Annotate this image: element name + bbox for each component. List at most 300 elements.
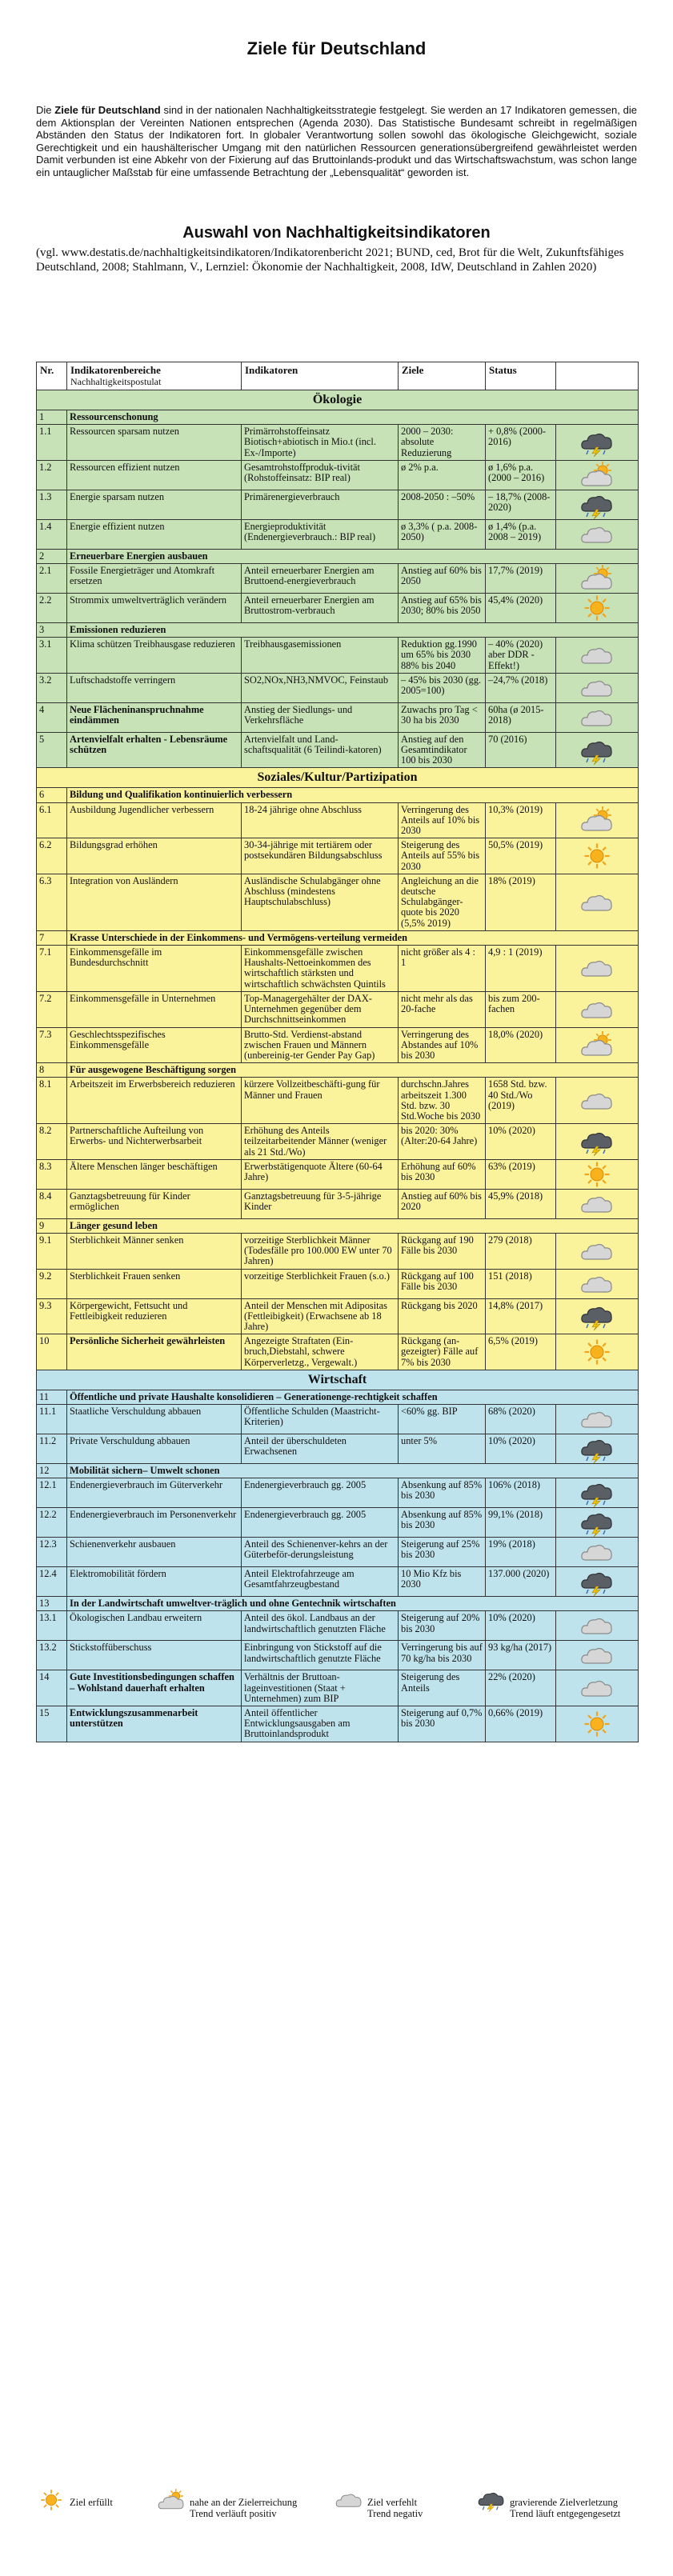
category-label: Erneuerbare Energien ausbauen	[67, 549, 639, 563]
row-weather	[556, 1641, 639, 1670]
row-weather	[556, 1670, 639, 1706]
table-row	[37, 1027, 639, 1063]
row-nr: 12.1	[37, 1478, 67, 1508]
table-row	[37, 838, 639, 874]
row-bereich: Klima schützen Treibhausgase reduzieren	[67, 638, 242, 674]
category-row	[37, 1390, 639, 1404]
row-weather	[556, 1538, 639, 1567]
table-row	[37, 638, 639, 674]
row-ziel: ø 3,3% ( p.a. 2008-2050)	[399, 519, 486, 549]
row-bereich: Ökologischen Landbau erweitern	[67, 1611, 242, 1641]
row-weather	[556, 1404, 639, 1434]
row-indikator: Erhöhung des Anteils teilzeitarbeitender Männer (weniger als 21 Std./Wo)	[242, 1124, 399, 1160]
row-status: – 40% (2020) aber DDR -Effekt!)	[486, 638, 556, 674]
row-weather	[556, 564, 639, 594]
row-nr: 15	[37, 1706, 67, 1742]
row-ziel: Angleichung an die deutsche Schulabgänger-quote bis 2020 (5,5% 2019)	[399, 874, 486, 930]
category-nr: 1	[37, 410, 67, 425]
row-bereich: Einkommensgefälle in Unternehmen	[67, 991, 242, 1027]
table-row	[37, 1641, 639, 1670]
row-weather	[556, 638, 639, 674]
row-weather	[556, 425, 639, 461]
legend-label: Ziel verfehlt Trend negativ	[367, 2497, 423, 2519]
thunderstorm-icon	[579, 1302, 615, 1330]
row-ziel: Reduktion gg.1990 um 65% bis 2030 88% bis 2040	[399, 638, 486, 674]
row-weather	[556, 673, 639, 702]
row-bereich: Bildungsgrad erhöhen	[67, 838, 242, 874]
row-indikator: Primärenergieverbrauch	[242, 490, 399, 519]
row-status: 93 kg/ha (2017)	[486, 1641, 556, 1670]
row-status: 18% (2019)	[486, 874, 556, 930]
section-row	[37, 1370, 639, 1390]
row-nr: 1.1	[37, 425, 67, 461]
row-indikator: Ganztagsbetreuung für 3-5-jährige Kinder	[242, 1189, 399, 1218]
row-nr: 5	[37, 732, 67, 768]
partly-cloudy-icon	[579, 461, 615, 490]
row-nr: 14	[37, 1670, 67, 1706]
sun-icon	[579, 842, 615, 870]
row-bereich: Energie effizient nutzen	[67, 519, 242, 549]
table-row	[37, 1189, 639, 1218]
section-title: Soziales/Kultur/Partizipation	[37, 768, 639, 788]
sources-note: (vgl. www.destatis.de/nachhaltigkeitsindikatoren/Indikatorenbericht 2021; BUND, ced, Brot für die Welt, Zukunftsfähiges Deutschland, 2008; Stahlmann, V., Lernziel: Ökonomie der Nachhaltigkeit, 2008, IdW, Deutschland in Zahlen 2020)	[36, 246, 624, 274]
row-bereich: Luftschadstoffe verringern	[67, 673, 242, 702]
partly-cloudy-icon	[579, 564, 615, 593]
row-weather	[556, 1611, 639, 1641]
row-bereich: Fossile Energieträger und Atomkraft ersetzen	[67, 564, 242, 594]
row-weather	[556, 460, 639, 490]
category-label: Bildung und Qualifikation kontinuierlich verbessern	[67, 788, 639, 802]
row-ziel: Rückgang bis 2020	[399, 1298, 486, 1334]
row-ziel: Verringerung des Anteils auf 10% bis 2030	[399, 802, 486, 838]
row-indikator: Artenvielfalt und Land-schaftsqualität (6 Teilindi-katoren)	[242, 732, 399, 768]
row-bereich: Gute Investitionsbedingungen schaffen – Wohlstand dauerhaft erhalten	[67, 1670, 242, 1706]
table-row	[37, 1478, 639, 1508]
table-row	[37, 1404, 639, 1434]
row-weather	[556, 1478, 639, 1508]
row-status: 10% (2020)	[486, 1611, 556, 1641]
row-weather	[556, 1706, 639, 1742]
row-ziel: Rückgang (an-gezeigter) Fälle auf 7% bis 2030	[399, 1334, 486, 1370]
cloud-icon	[579, 1538, 615, 1566]
category-row	[37, 930, 639, 945]
category-label: Ressourcenschonung	[67, 410, 639, 425]
category-nr: 8	[37, 1063, 67, 1078]
row-indikator: Anteil der überschuldeten Erwachsenen	[242, 1434, 399, 1463]
row-weather	[556, 946, 639, 992]
row-nr: 9.2	[37, 1269, 67, 1298]
row-status: ø 1,4% (p.a. 2008 – 2019)	[486, 519, 556, 549]
cloud-icon	[579, 1405, 615, 1434]
section-title: Ökologie	[37, 390, 639, 410]
category-nr: 2	[37, 549, 67, 563]
row-indikator: Einbringung von Stickstoff auf die landwirtschaftlich genutzte Fläche	[242, 1641, 399, 1670]
row-bereich: Körpergewicht, Fettsucht und Fettleibigkeit reduzieren	[67, 1298, 242, 1334]
table-row	[37, 1508, 639, 1538]
row-nr: 2.1	[37, 564, 67, 594]
table-row	[37, 490, 639, 519]
row-bereich: Ganztagsbetreuung für Kinder ermöglichen	[67, 1189, 242, 1218]
row-weather	[556, 991, 639, 1027]
row-indikator: Endenergieverbrauch gg. 2005	[242, 1478, 399, 1508]
row-bereich: Ausbildung Jugendlicher verbessern	[67, 802, 242, 838]
category-label: Mobilität sichern– Umwelt schonen	[67, 1463, 639, 1478]
row-status: 50,5% (2019)	[486, 838, 556, 874]
row-nr: 3.1	[37, 638, 67, 674]
category-row	[37, 1063, 639, 1078]
row-indikator: Anteil erneuerbarer Energien am Bruttostrom-verbrauch	[242, 594, 399, 623]
cloud-icon	[579, 1237, 615, 1266]
thunderstorm-icon	[579, 490, 615, 519]
row-indikator: Verhältnis der Bruttoan-lageinvestitionen (Staat + Unternehmen) zum BIP	[242, 1670, 399, 1706]
row-status: 60ha (ø 2015-2018)	[486, 702, 556, 732]
cloud-icon	[334, 2488, 364, 2512]
row-status: 4,9 : 1 (2019)	[486, 946, 556, 992]
category-label: Für ausgewogene Beschäftigung sorgen	[67, 1063, 639, 1078]
table-row	[37, 874, 639, 930]
row-nr: 12.2	[37, 1508, 67, 1538]
row-bereich: Ältere Menschen länger beschäftigen	[67, 1159, 242, 1189]
row-indikator: kürzere Vollzeitbeschäfti-gung für Männer und Frauen	[242, 1078, 399, 1124]
row-bereich: Persönliche Sicherheit gewährleisten	[67, 1334, 242, 1370]
col-header-indikatoren: Indikatoren	[242, 362, 399, 390]
row-nr: 12.4	[37, 1567, 67, 1597]
row-weather	[556, 1027, 639, 1063]
row-bereich: Endenergieverbrauch im Personenverkehr	[67, 1508, 242, 1538]
row-weather	[556, 1269, 639, 1298]
row-indikator: Primärrohstoffeinsatz Biotisch+abiotisch in Mio.t (incl. Ex-/Importe)	[242, 425, 399, 461]
row-weather	[556, 1334, 639, 1370]
legend-label: nahe an der Zielerreichung Trend verläuft positiv	[190, 2497, 298, 2519]
row-bereich: Ressourcen sparsam nutzen	[67, 425, 242, 461]
row-status: 45,9% (2018)	[486, 1189, 556, 1218]
sun-icon	[36, 2488, 66, 2512]
row-bereich: Energie sparsam nutzen	[67, 490, 242, 519]
row-nr: 7.3	[37, 1027, 67, 1063]
row-indikator: 30-34-jährige mit tertiärem oder postsekundären Bildungsabschluss	[242, 838, 399, 874]
row-bereich: Stickstoffüberschuss	[67, 1641, 242, 1670]
row-bereich: Artenvielfalt erhalten - Lebensräume schützen	[67, 732, 242, 768]
row-status: 137.000 (2020)	[486, 1567, 556, 1597]
row-ziel: Anstieg auf 60% bis 2050	[399, 564, 486, 594]
row-indikator: Einkommensgefälle zwischen Haushalts-Nettoeinkommen des wirtschaftlich stärksten und wirtschaftlich schwächsten Quintils	[242, 946, 399, 992]
thunderstorm-icon	[579, 1127, 615, 1156]
intro-emphasis: Ziele für Deutschland	[54, 104, 161, 116]
table-row	[37, 564, 639, 594]
row-bereich: Ressourcen effizient nutzen	[67, 460, 242, 490]
section-heading: Auswahl von Nachhaltigkeitsindikatoren	[182, 223, 491, 242]
row-indikator: Anteil der Menschen mit Adipositas (Fettleibigkeit) (Erwachsene ab 18 Jahre)	[242, 1298, 399, 1334]
row-status: 99,1% (2018)	[486, 1508, 556, 1538]
status-legend	[36, 2488, 638, 2536]
row-status: 18,0% (2020)	[486, 1027, 556, 1063]
row-nr: 12.3	[37, 1538, 67, 1567]
table-row	[37, 673, 639, 702]
row-weather	[556, 1434, 639, 1463]
row-ziel: Verringerung des Abstandes auf 10% bis 2030	[399, 1027, 486, 1063]
category-nr: 9	[37, 1218, 67, 1233]
category-nr: 12	[37, 1463, 67, 1478]
row-nr: 13.2	[37, 1641, 67, 1670]
category-row	[37, 1463, 639, 1478]
category-row	[37, 1218, 639, 1233]
row-nr: 4	[37, 702, 67, 732]
cloud-icon	[579, 703, 615, 732]
cloud-icon	[579, 1270, 615, 1298]
row-indikator: 18-24 jährige ohne Abschluss	[242, 802, 399, 838]
partly-cloudy-icon	[156, 2488, 186, 2512]
category-nr: 13	[37, 1597, 67, 1611]
row-status: 22% (2020)	[486, 1670, 556, 1706]
indicator-table	[36, 362, 639, 1742]
row-bereich: Sterblichkeit Männer senken	[67, 1233, 242, 1269]
row-weather	[556, 1124, 639, 1160]
table-row	[37, 732, 639, 768]
table-row	[37, 1298, 639, 1334]
row-ziel: Absenkung auf 85% bis 2030	[399, 1508, 486, 1538]
row-ziel: – 45% bis 2030 (gg. 2005=100)	[399, 673, 486, 702]
row-nr: 8.1	[37, 1078, 67, 1124]
row-status: –24,7% (2018)	[486, 673, 556, 702]
row-status: 106% (2018)	[486, 1478, 556, 1508]
row-bereich: Sterblichkeit Frauen senken	[67, 1269, 242, 1298]
row-status: 63% (2019)	[486, 1159, 556, 1189]
row-weather	[556, 1159, 639, 1189]
row-indikator: Endenergieverbrauch gg. 2005	[242, 1508, 399, 1538]
category-label: Länger gesund leben	[67, 1218, 639, 1233]
row-weather	[556, 802, 639, 838]
col-header-status: Status	[486, 362, 556, 390]
table-row	[37, 425, 639, 461]
row-ziel: Steigerung auf 25% bis 2030	[399, 1538, 486, 1567]
row-ziel: Steigerung des Anteils	[399, 1670, 486, 1706]
row-weather	[556, 874, 639, 930]
row-indikator: vorzeitige Sterblichkeit Frauen (s.o.)	[242, 1269, 399, 1298]
sun-icon	[579, 1338, 615, 1366]
table-row	[37, 946, 639, 992]
row-status: 0,66% (2019)	[486, 1706, 556, 1742]
col-header-bereich: Indikatorenbereiche Nachhaltigkeitspostulat	[67, 362, 242, 390]
row-weather	[556, 732, 639, 768]
row-bereich: Private Verschuldung abbauen	[67, 1434, 242, 1463]
row-nr: 6.3	[37, 874, 67, 930]
table-row	[37, 1078, 639, 1124]
row-indikator: Gesamtrohstoffproduk-tivität (Rohstoffeinsatz: BIP real)	[242, 460, 399, 490]
row-indikator: Anteil des ökol. Landbaus an der landwirtschaftlich genutzten Fläche	[242, 1611, 399, 1641]
thunderstorm-icon	[476, 2488, 507, 2512]
category-nr: 6	[37, 788, 67, 802]
row-weather	[556, 1233, 639, 1269]
category-row	[37, 788, 639, 802]
table-row	[37, 1159, 639, 1189]
row-indikator: Anteil Elektrofahrzeuge am Gesamtfahrzeugbestand	[242, 1567, 399, 1597]
row-status: 10% (2020)	[486, 1434, 556, 1463]
thunderstorm-icon	[579, 1508, 615, 1537]
row-indikator: Anteil erneuerbarer Energien am Bruttoend-energieverbrauch	[242, 564, 399, 594]
thunderstorm-icon	[579, 1478, 615, 1507]
table-row	[37, 1233, 639, 1269]
category-label: Krasse Unterschiede in der Einkommens- und Vermögens-verteilung vermeiden	[67, 930, 639, 945]
row-ziel: nicht mehr als das 20-fache	[399, 991, 486, 1027]
row-nr: 11.1	[37, 1404, 67, 1434]
row-ziel: Rückgang auf 100 Fälle bis 2030	[399, 1269, 486, 1298]
category-nr: 7	[37, 930, 67, 945]
row-nr: 8.2	[37, 1124, 67, 1160]
category-nr: 3	[37, 623, 67, 638]
legend-label: gravierende Zielverletzung Trend läuft entgegengesetzt	[510, 2497, 621, 2519]
row-weather	[556, 1508, 639, 1538]
row-ziel: Anstieg auf den Gesamtindikator 100 bis 2030	[399, 732, 486, 768]
row-nr: 9.1	[37, 1233, 67, 1269]
row-status: 14,8% (2017)	[486, 1298, 556, 1334]
row-bereich: Neue Flächeninanspruchnahme eindämmen	[67, 702, 242, 732]
table-row	[37, 1124, 639, 1160]
row-status: 279 (2018)	[486, 1233, 556, 1269]
row-ziel: 10 Mio Kfz bis 2030	[399, 1567, 486, 1597]
row-nr: 8.3	[37, 1159, 67, 1189]
cloud-icon	[579, 954, 615, 982]
row-weather	[556, 1189, 639, 1218]
row-nr: 11.2	[37, 1434, 67, 1463]
table-row	[37, 1538, 639, 1567]
row-bereich: Partnerschaftliche Aufteilung von Erwerbs- und Nichterwerbsarbeit	[67, 1124, 242, 1160]
row-bereich: Entwicklungszusammenarbeit unterstützen	[67, 1706, 242, 1742]
table-row	[37, 1334, 639, 1370]
row-bereich: Schienenverkehr ausbauen	[67, 1538, 242, 1567]
sun-icon	[579, 1160, 615, 1189]
row-status: 70 (2016)	[486, 732, 556, 768]
table-row	[37, 802, 639, 838]
row-ziel: nicht größer als 4 : 1	[399, 946, 486, 992]
row-nr: 6.1	[37, 802, 67, 838]
table-row	[37, 1611, 639, 1641]
table-row	[37, 1434, 639, 1463]
category-label: Öffentliche und private Haushalte konsolidieren – Generationenge-rechtigkeit schaffen	[67, 1390, 639, 1404]
partly-cloudy-icon	[579, 1030, 615, 1059]
row-nr: 9.3	[37, 1298, 67, 1334]
legend-label: Ziel erfüllt	[70, 2497, 113, 2508]
category-row	[37, 1597, 639, 1611]
table-header-row	[37, 362, 639, 390]
category-row	[37, 410, 639, 425]
partly-cloudy-icon	[579, 806, 615, 834]
section-row	[37, 390, 639, 410]
cloud-icon	[579, 1190, 615, 1218]
section-title: Wirtschaft	[37, 1370, 639, 1390]
row-nr: 8.4	[37, 1189, 67, 1218]
row-status: – 18,7% (2008-2020)	[486, 490, 556, 519]
thunderstorm-icon	[579, 428, 615, 457]
cloud-icon	[579, 1611, 615, 1640]
row-weather	[556, 1567, 639, 1597]
row-ziel: Erhöhung auf 60% bis 2030	[399, 1159, 486, 1189]
page-title: Ziele für Deutschland	[246, 38, 427, 58]
table-row	[37, 519, 639, 549]
table-row	[37, 1670, 639, 1706]
row-indikator: Ausländische Schulabgänger ohne Abschluss (mindestens Hauptschulabschluss)	[242, 874, 399, 930]
row-status: 17,7% (2019)	[486, 564, 556, 594]
row-indikator: Anteil des Schienenver-kehrs an der Güterbeför-derungsleistung	[242, 1538, 399, 1567]
row-nr: 1.4	[37, 519, 67, 549]
row-indikator: Öffentliche Schulden (Maastricht-Kriterien)	[242, 1404, 399, 1434]
row-ziel: 2008-2050 : –50%	[399, 490, 486, 519]
category-nr: 11	[37, 1390, 67, 1404]
row-nr: 1.3	[37, 490, 67, 519]
row-status: 68% (2020)	[486, 1404, 556, 1434]
cloud-icon	[579, 1086, 615, 1115]
row-nr: 6.2	[37, 838, 67, 874]
row-ziel: ø 2% p.a.	[399, 460, 486, 490]
row-ziel: Anstieg auf 60% bis 2020	[399, 1189, 486, 1218]
row-status: 151 (2018)	[486, 1269, 556, 1298]
row-nr: 7.1	[37, 946, 67, 992]
table-row	[37, 594, 639, 623]
row-nr: 7.2	[37, 991, 67, 1027]
row-weather	[556, 1078, 639, 1124]
row-ziel: Steigerung des Anteils auf 55% bis 2030	[399, 838, 486, 874]
row-ziel: 2000 – 2030: absolute Reduzierung	[399, 425, 486, 461]
row-ziel: Zuwachs pro Tag < 30 ha bis 2030	[399, 702, 486, 732]
row-nr: 2.2	[37, 594, 67, 623]
row-bereich: Endenergieverbrauch im Güterverkehr	[67, 1478, 242, 1508]
row-bereich: Elektromobilität fördern	[67, 1567, 242, 1597]
intro-paragraph: Die Ziele für Deutschland sind in der nationalen Nachhaltigkeitsstrategie festgelegt. Sie werden an 17 Indikatoren gemessen, die dem Aktionsplan der Vereinten Nationen entsprechen (Agenda 2030). Das Statistische Bundesamt schreibt in regelmäßigen Abständen den Status der Indikatoren fort. In globaler Verantwortung sollen sowohl das ökologische Gleichgewicht, soziale Gerechtigkeit und ein haushälterischer Umgang mit den natürlichen Ressourcen generationsübergreifend gewährleistet werden Damit verbunden ist eine Abkehr von der Fixierung auf das Bruttoinlands-produkt und das Wirtschaftswachstum, was schon lange ein untauglicher Maßstab für eine umfassende Betrachtung der „Lebensqualität“ geworden ist.	[36, 104, 637, 178]
table-row	[37, 1706, 639, 1742]
table-row	[37, 460, 639, 490]
sun-icon	[579, 1710, 615, 1738]
row-indikator: Treibhausgasemissionen	[242, 638, 399, 674]
cloud-icon	[579, 641, 615, 670]
row-nr: 3.2	[37, 673, 67, 702]
cloud-icon	[579, 520, 615, 549]
category-label: Emissionen reduzieren	[67, 623, 639, 638]
row-status: ø 1,6% p.a. (2000 – 2016)	[486, 460, 556, 490]
row-ziel: Steigerung auf 0,7% bis 2030	[399, 1706, 486, 1742]
row-status: 45,4% (2020)	[486, 594, 556, 623]
row-indikator: SO2,NOx,NH3,NMVOC, Feinstaub	[242, 673, 399, 702]
row-bereich: Strommix umweltverträglich verändern	[67, 594, 242, 623]
row-ziel: durchschn.Jahres arbeitszeit 1.300 Std. bzw. 30 Std.Woche bis 2030	[399, 1078, 486, 1124]
row-ziel: Verringerung bis auf 70 kg/ha bis 2030	[399, 1641, 486, 1670]
row-indikator: Top-Managergehälter der DAX-Unternehmen gegenüber dem Durchschnittseinkommen	[242, 991, 399, 1027]
row-status: 19% (2018)	[486, 1538, 556, 1567]
row-ziel: bis 2020: 30% (Alter:20-64 Jahre)	[399, 1124, 486, 1160]
col-header-weather	[556, 362, 639, 390]
table-row	[37, 702, 639, 732]
row-ziel: Steigerung auf 20% bis 2030	[399, 1611, 486, 1641]
row-indikator: Anstieg der Siedlungs- und Verkehrsfläche	[242, 702, 399, 732]
row-status: 6,5% (2019)	[486, 1334, 556, 1370]
thunderstorm-icon	[579, 1434, 615, 1463]
cloud-icon	[579, 674, 615, 702]
table-row	[37, 991, 639, 1027]
row-ziel: <60% gg. BIP	[399, 1404, 486, 1434]
row-indikator: Energieproduktivität (Endenergieverbrauch.: BIP real)	[242, 519, 399, 549]
cloud-icon	[579, 1641, 615, 1670]
cloud-icon	[579, 888, 615, 917]
category-label: In der Landwirtschaft umweltver-träglich und ohne Gentechnik wirtschaften	[67, 1597, 639, 1611]
row-ziel: Rückgang auf 190 Fälle bis 2030	[399, 1233, 486, 1269]
row-status: 1658 Std. bzw. 40 Std./Wo (2019)	[486, 1078, 556, 1124]
section-row	[37, 768, 639, 788]
row-status: bis zum 200-fachen	[486, 991, 556, 1027]
row-weather	[556, 702, 639, 732]
row-weather	[556, 1298, 639, 1334]
row-bereich: Arbeitszeit im Erwerbsbereich reduzieren	[67, 1078, 242, 1124]
category-row	[37, 549, 639, 563]
category-row	[37, 623, 639, 638]
row-nr: 13.1	[37, 1611, 67, 1641]
